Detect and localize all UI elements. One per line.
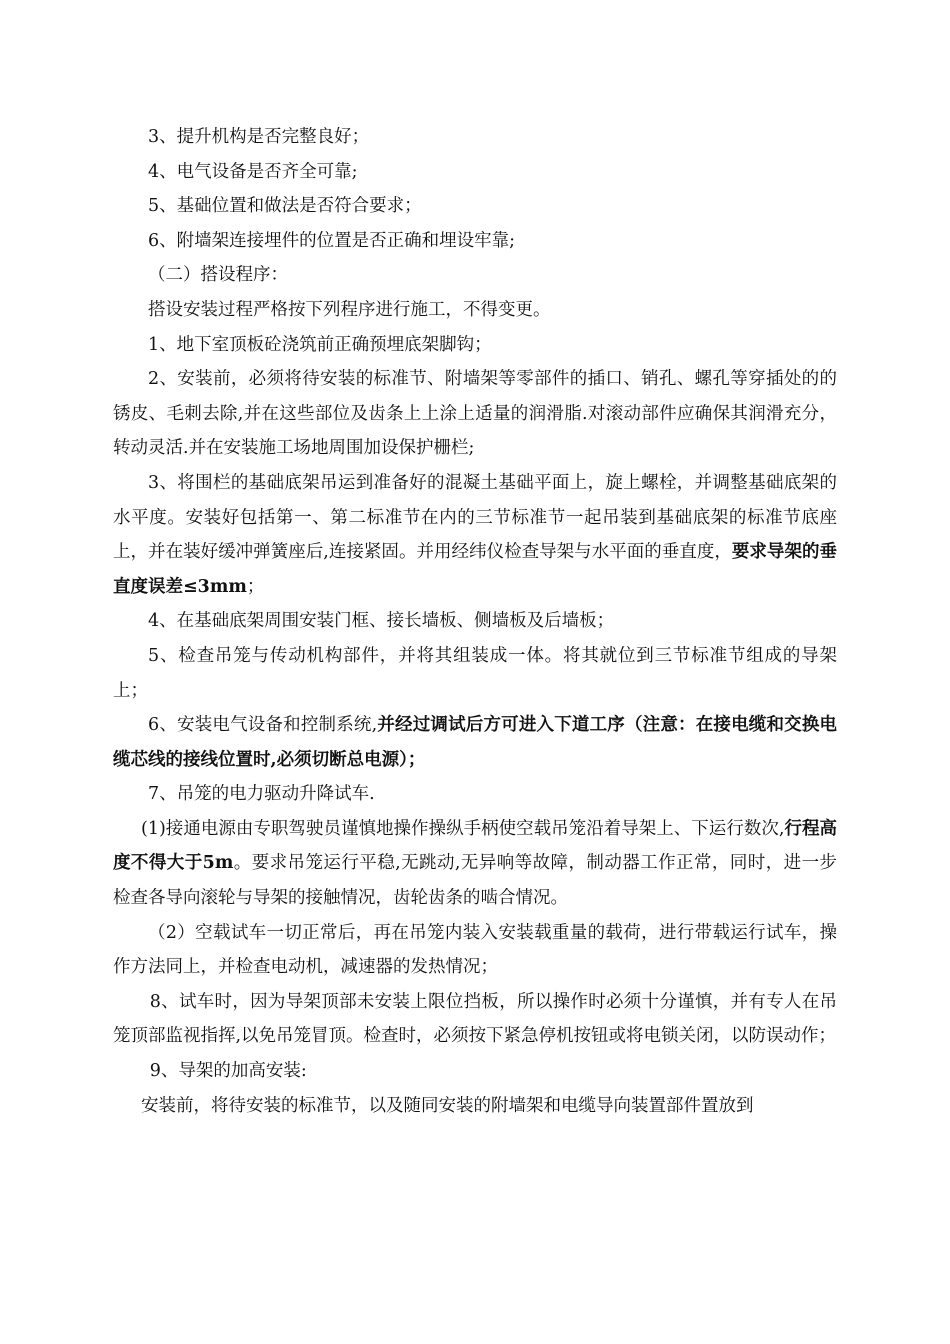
paragraph-text: 6、附墙架连接埋件的位置是否正确和埋设牢靠; bbox=[148, 230, 516, 251]
paragraph-text: 搭设安装过程严格按下列程序进行施工，不得变更。 bbox=[148, 299, 551, 320]
paragraph-item-5 bbox=[113, 189, 837, 224]
paragraph-item-3 bbox=[113, 120, 837, 155]
intro-paragraph bbox=[113, 293, 837, 328]
heading-text: （二）搭设程序： bbox=[148, 265, 288, 286]
paragraph-text: (1)接通电源由专职驾驶员谨慎地操作操纵手柄使空载吊笼沿着导架上、下运行数次, bbox=[141, 818, 785, 839]
paragraph-text: 4、在基础底架周围安装门框、接长墙板、侧墙板及后墙板； bbox=[148, 611, 615, 632]
paragraph-text: 6、安装电气设备和控制系统, bbox=[148, 715, 378, 736]
paragraph-text: 。要求吊笼运行平稳,无跳动,无异响等故障，制动器工作正常，同时，进一步检查各导向滚轮与导架的接触情况，齿轮齿条的啮合情况。 bbox=[113, 853, 837, 909]
step-9 bbox=[113, 1054, 837, 1089]
step-8 bbox=[113, 985, 837, 1054]
emphasis-text: 行程高度不得大于5m bbox=[113, 818, 838, 874]
paragraph-text: 3、将围栏的基础底架吊运到准备好的混凝土基础平面上，旋上螺栓，并调整基础底架的水平度。安装好包括第一、第二标准节在内的三节标准节一起吊装到基础底架的标准节底座上，并在装好缓冲弹簧座后,连接紧固。并用经纬仪检查导架与水平面的垂直度， bbox=[113, 472, 837, 563]
paragraph-item-6 bbox=[113, 224, 837, 259]
step-2 bbox=[113, 362, 837, 466]
section-heading bbox=[113, 258, 837, 293]
step-7 bbox=[113, 777, 837, 812]
substep-7-2 bbox=[113, 916, 837, 985]
paragraph-text: 1、地下室顶板砼浇筑前正确预埋底架脚钩； bbox=[148, 334, 492, 355]
step-1 bbox=[113, 328, 837, 363]
step-4 bbox=[113, 604, 837, 639]
emphasis-text: 并经过调试后方可进入下道工序（注意：在接电缆和交换电缆芯线的接线位置时,必须切断总电源）； bbox=[113, 715, 838, 770]
step-9-body bbox=[113, 1089, 837, 1124]
paragraph-item-4 bbox=[113, 155, 837, 190]
paragraph-text: （2）空载试车一切正常后，再在吊笼内装入安装载重量的载荷，进行带载运行试车，操作方法同上，并检查电动机，减速器的发热情况； bbox=[113, 922, 837, 978]
paragraph-text: 8、试车时，因为导架顶部未安装上限位挡板，所以操作时必须十分谨慎，并有专人在吊笼顶部监视指挥,以免吊笼冒顶。检查时，必须按下紧急停机按钮或将电锁关闭，以防误动作； bbox=[113, 991, 837, 1047]
paragraph-text: 5、基础位置和做法是否符合要求； bbox=[148, 196, 422, 217]
paragraph-text: 安装前，将待安装的标准节，以及随同安装的附墙架和电缆导向装置部件置放到 bbox=[141, 1095, 754, 1116]
step-3 bbox=[113, 466, 837, 604]
substep-7-1 bbox=[113, 812, 837, 916]
paragraph-text: 3、提升机构是否完整良好； bbox=[148, 127, 370, 147]
document-body bbox=[113, 120, 837, 1123]
paragraph-text: ； bbox=[246, 576, 265, 597]
paragraph-text: 9、导架的加高安装: bbox=[149, 1061, 307, 1082]
step-6 bbox=[113, 708, 837, 777]
emphasis-text: 要求导架的垂直度误差≤3mm bbox=[113, 542, 838, 597]
paragraph-text: 5、检查吊笼与传动机构部件，并将其组装成一体。将其就位到三节标准节组成的导架上； bbox=[113, 645, 837, 701]
paragraph-text: 4、电气设备是否齐全可靠; bbox=[148, 161, 358, 182]
paragraph-text: 7、吊笼的电力驱动升降试车. bbox=[148, 784, 375, 805]
step-5 bbox=[113, 639, 837, 708]
paragraph-text: 2、安装前，必须将待安装的标准节、附墙架等零部件的插口、销孔、螺孔等穿插处的的锈皮、毛刺去除,并在这些部位及齿条上上涂上适量的润滑脂.对滚动部件应确保其润滑充分，转动灵活.并在安装施工场地周围加设保护栅栏; bbox=[113, 369, 837, 459]
